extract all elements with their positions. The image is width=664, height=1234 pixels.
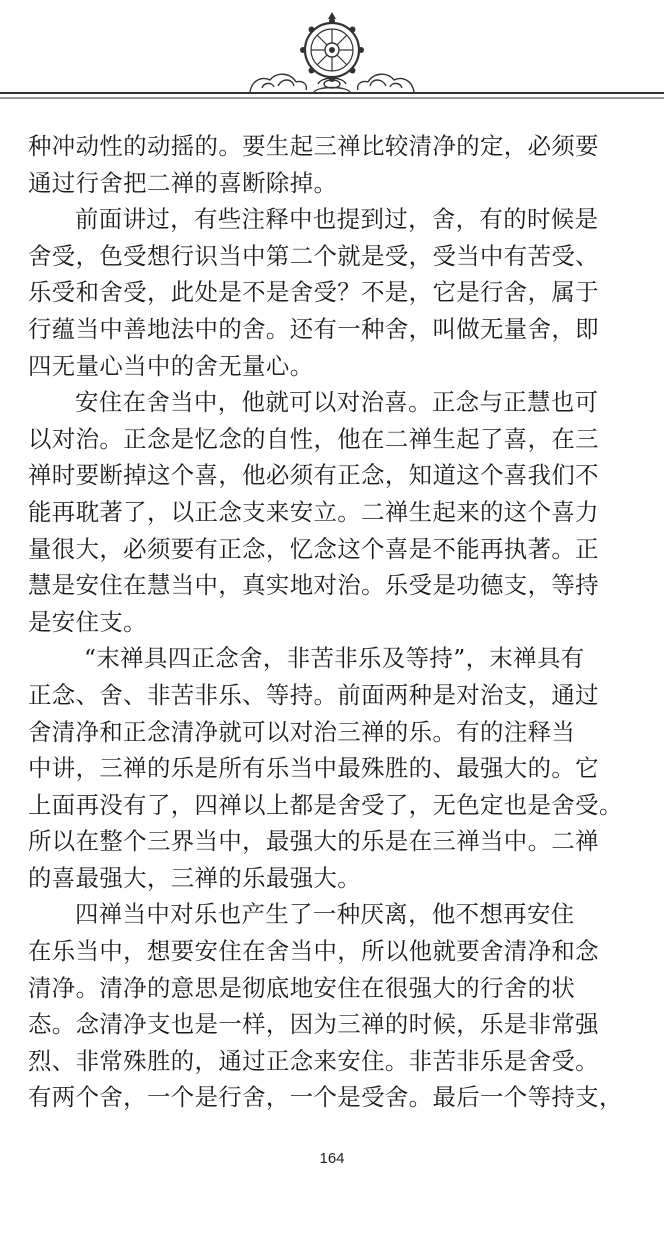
text-line: 上面再没有了，四禅以上都是舍受了，无色定也是舍受。 [28,790,623,819]
text-line: 所以在整个三界当中，最强大的乐是在三禅当中。二禅 [28,827,599,856]
text-line: 四禅当中对乐也产生了一种厌离，他不想再安住 [75,900,575,929]
text-line: 前面讲过，有些注释中也提到过，舍，有的时候是 [75,205,599,234]
text-line: 以对治。正念是忆念的自性，他在二禅生起了喜，在三 [28,424,599,453]
page-header-ornament [0,0,664,108]
text-line: 中讲，三禅的乐是所有乐当中最殊胜的、最强大的。它 [28,754,599,783]
text-line: 能再耽著了，以正念支来安立。二禅生起来的这个喜力 [28,497,599,526]
text-line: 舍清净和正念清净就可以对治三禅的乐。有的注释当 [28,717,576,746]
text-line: 态。念清净支也是一样，因为三禅的时候，乐是非常强 [28,1010,599,1039]
text-line: 舍受，色受想行识当中第二个就是受，受当中有苦受、 [28,241,599,270]
text-line: 正念、舍、非苦非乐、等持。前面两种是对治支，通过 [28,680,599,709]
text-line: 行蕴当中善地法中的舍。还有一种舍，叫做无量舍，即 [28,314,599,343]
text-line: 有两个舍，一个是行舍，一个是受舍。最后一个等持支， [28,1083,623,1112]
text-line: “末禅具四正念舍，非苦非乐及等持”，末禅具有 [84,644,585,673]
text-line: 的喜最强大，三禅的乐最强大。 [28,863,362,892]
text-line: 是安住支。 [28,607,147,636]
text-line: 种冲动性的动摇的。要生起三禅比较清净的定，必须要 [28,132,599,160]
page-number: 164 [319,1150,345,1167]
text-line: 慧是安住在慧当中，真实地对治。乐受是功德支，等持 [28,571,599,600]
text-line: 安住在舍当中，他就可以对治喜。正念与正慧也可 [75,388,599,417]
text-line: 通过行舍把二禅的喜断除掉。 [28,168,338,197]
text-line: 在乐当中，想要安住在舍当中，所以他就要舍清净和念 [28,937,599,966]
dharma-wheel-icon [0,0,664,108]
text-line: 清净。清净的意思是彻底地安住在很强大的行舍的状 [28,973,576,1002]
body-text [28,128,640,1116]
text-line: 禅时要断掉这个喜，他必须有正念，知道这个喜我们不 [28,461,599,490]
text-line: 四无量心当中的舍无量心。 [28,351,314,380]
text-line: 乐受和舍受，此处是不是舍受？不是，它是行舍，属于 [28,278,599,307]
text-line: 量很大，必须要有正念，忆念这个喜是不能再执著。正 [28,534,599,563]
text-line: 烈、非常殊胜的，通过正念来安住。非苦非乐是舍受。 [28,1046,599,1075]
